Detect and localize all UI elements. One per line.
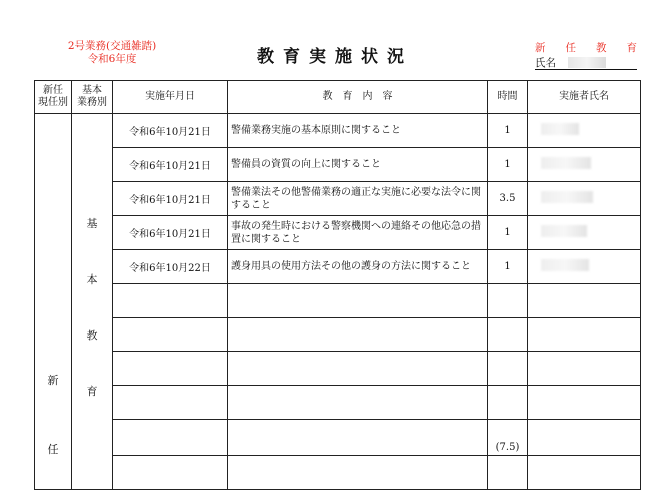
row-date: 令和6年10月21日	[113, 182, 228, 216]
table-row	[35, 182, 641, 216]
row-date: 令和6年10月21日	[113, 216, 228, 250]
redacted-name	[568, 57, 606, 68]
role-char: 新	[535, 42, 546, 54]
row-date: 令和6年10月22日	[113, 250, 228, 284]
row-hours: 3.5	[488, 182, 528, 216]
row-hours: 1	[488, 250, 528, 284]
row-hours: 1	[488, 148, 528, 182]
table-row-empty	[35, 456, 641, 490]
trainee-block	[535, 40, 637, 70]
training-table	[34, 80, 641, 490]
total-hours: (7.5)	[488, 420, 528, 456]
table-row-total	[35, 420, 641, 456]
row-content: 警備業法その他警備業務の適正な実施に必要な法令に関すること	[228, 182, 488, 216]
category-label	[52, 40, 172, 66]
table-row	[35, 148, 641, 182]
row-instructor	[528, 182, 641, 216]
row-hours: 1	[488, 114, 528, 148]
row-content: 護身用具の使用方法その他の護身の方法に関すること	[228, 250, 488, 284]
table-row	[35, 114, 641, 148]
row-instructor	[528, 250, 641, 284]
row-content: 警備員の資質の向上に関すること	[228, 148, 488, 182]
table-row	[35, 216, 641, 250]
table-row-empty	[35, 352, 641, 386]
page-title: 教育実施状況	[257, 47, 413, 67]
role-char: 任	[565, 42, 576, 54]
role-char: 教	[596, 42, 607, 54]
row-hours: 1	[488, 216, 528, 250]
col-header-instructor: 実施者氏名	[528, 81, 641, 114]
role-char: 育	[626, 42, 637, 54]
col-header-new-current: 新任 現任別	[35, 81, 72, 114]
category-line1: 2号業務(交通雑踏)	[67, 40, 157, 52]
table-row-empty	[35, 318, 641, 352]
table-header-row	[35, 81, 641, 114]
table-row-empty	[35, 284, 641, 318]
table-row	[35, 250, 641, 284]
row-instructor	[528, 114, 641, 148]
role-label	[535, 40, 637, 55]
col-header-hours: 時間	[488, 81, 528, 114]
row-instructor	[528, 216, 641, 250]
row-instructor	[528, 148, 641, 182]
name-field	[535, 55, 637, 70]
col-header-content: 教 育 内 容	[228, 81, 488, 114]
category-line2: 令和6年度	[87, 53, 137, 65]
col-header-basic: 基本 業務別	[72, 81, 113, 114]
row-date: 令和6年10月21日	[113, 148, 228, 182]
col-header-date: 実施年月日	[113, 81, 228, 114]
side-basic-label: 基 本 教 育	[72, 114, 113, 490]
table-row-empty	[35, 386, 641, 420]
name-label: 氏名	[535, 56, 556, 69]
row-date: 令和6年10月21日	[113, 114, 228, 148]
side-new-label: 新 任	[35, 114, 72, 490]
row-content: 事故の発生時における警察機関への連絡その他応急の措置に関すること	[228, 216, 488, 250]
row-content: 警備業務実施の基本原則に関すること	[228, 114, 488, 148]
